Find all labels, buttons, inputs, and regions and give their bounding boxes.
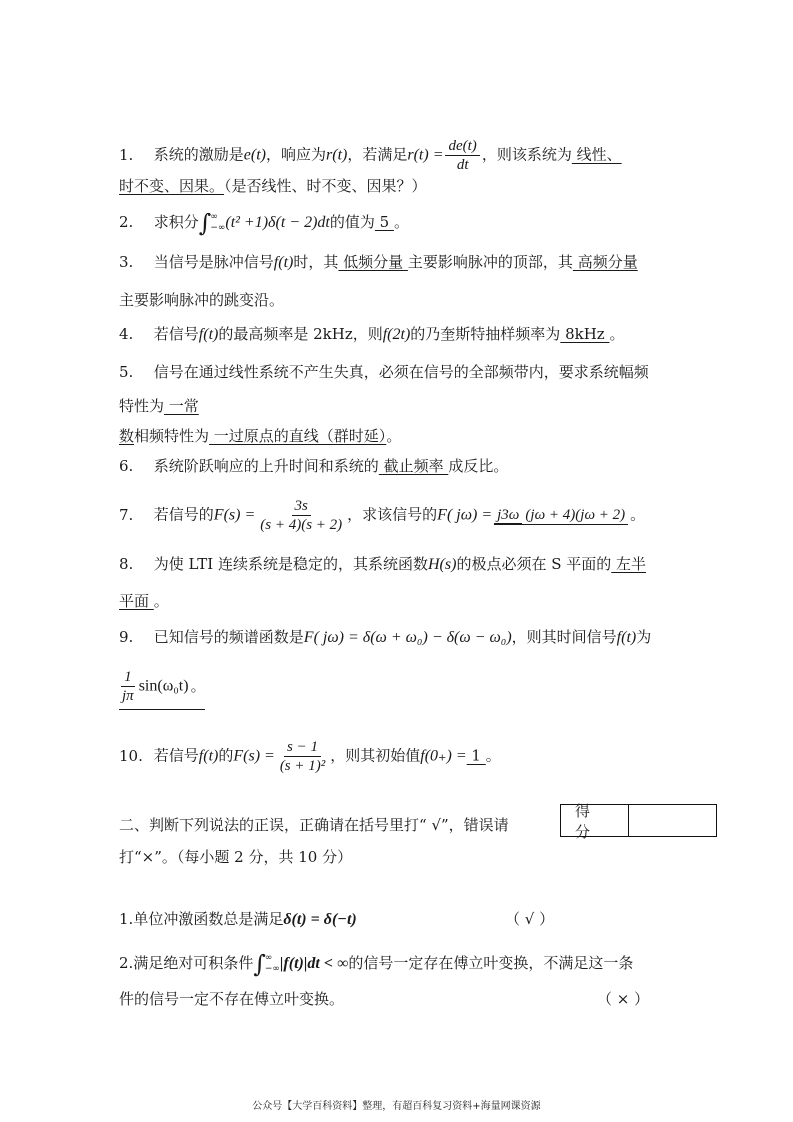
text: 系统的激励是 [153,145,244,164]
math: r(t) = [407,146,444,164]
denominator: (s + 4)(s + 2) [260,517,343,533]
math: F(s) = [213,506,256,524]
text: ，若满足 [347,145,408,164]
text: 的值为 [329,213,375,231]
fraction [445,137,479,174]
score-box [560,801,717,841]
text: 。 [190,676,206,695]
section-title: 打“×”。（每小题 2 分，共 10 分） [119,848,353,866]
question-9-line-1 [119,627,651,648]
question-number: 10. [119,746,143,765]
text: 。 [386,427,402,445]
text: （是否线性、时不变、因果？） [224,177,427,195]
denominator: (s + 1)² [279,758,326,774]
math: f(t) [273,254,294,271]
question-9-line-2 [119,668,206,710]
math: f(2t) [382,326,411,343]
question-1-line-1 [119,137,622,174]
fraction [257,497,345,534]
footer-note: 公众号【大学百科资料】整理，有超百科复习资料+海量网课资源 [252,1101,541,1112]
integral [199,211,226,235]
math: (t² +1)δ(t − 2)dt [225,214,330,231]
text: ，响应为 [266,145,327,164]
text: ，则其时间信号 [511,628,617,646]
text: 若信号的 [153,505,214,524]
denominator: (jω + 4)(jω + 2) [525,507,626,523]
question-number: 3. [119,253,134,271]
math: f(t) [616,629,637,646]
math: H(s) [428,556,457,573]
question-1-line-2 [119,176,427,196]
answer: 5 [374,213,394,231]
question-number: 2. [119,213,134,231]
question-number: 7. [119,505,134,524]
judgement-item-2-line-1 [119,952,633,976]
math: |f(t)|dt < ∞ [279,955,349,972]
text: 单位冲激函数总是满足 [133,910,284,928]
question-8-line-2 [119,591,169,611]
text: 。 [609,325,625,343]
numerator: de(t) [445,137,479,156]
question-number: 1. [119,145,134,164]
answer: 线性、 [571,145,622,164]
item-number: 2. [119,954,134,972]
score-label: 得分 [561,805,629,836]
text: 为 [636,628,652,646]
question-3-line-2 [119,290,284,310]
text: 若信号 [153,746,199,765]
text: 件的信号一定不存在傅立叶变换。 [119,990,345,1008]
answer: 一过原点的直线（群时延） [209,427,387,445]
math: e(t) [243,146,266,164]
math: r(t) [326,146,348,164]
answer: 低频分量 [338,253,408,271]
question-number: 5. [119,363,134,381]
answer: 一常 [164,397,199,415]
question-5-line-2 [119,396,199,416]
text: ，则该系统为 [481,145,572,164]
numerator: 1 [121,668,135,687]
text: ，求该信号的 [347,505,438,524]
text: 的最高频率是 2kHz，则 [218,325,383,343]
section-2-title-line-2 [119,847,352,867]
question-number: 8. [119,555,134,573]
text: 的乃奎斯特抽样频率为 [410,325,561,343]
question-5-line-1 [119,362,649,382]
score-value-field[interactable] [629,805,716,836]
math: f(t) [198,747,219,765]
answer-mark: （ × ） [597,990,650,1008]
fraction [277,738,328,775]
text: 。 [393,213,409,231]
answer-fraction [494,506,628,525]
section-2-title-line-1 [119,815,509,835]
text: 为使 LTI 连续系统是稳定的，其系统函数 [153,555,428,573]
math: F(s) = [233,747,275,765]
question-7 [119,497,645,534]
text: 满足绝对可积条件 [133,954,254,972]
question-8-line-1 [119,554,646,575]
answer-mark: （ √ ） [505,910,555,928]
lower-limit: −∞ [210,223,226,233]
numerator: j3ω [494,507,522,524]
text: 特性为 [119,397,165,415]
text: 已知信号的频谱函数是 [153,628,304,646]
lower-limit: −∞ [264,964,280,974]
question-6 [119,456,508,476]
math: δ(t) = δ(−t) [283,911,357,928]
text: 若信号 [153,325,199,343]
denominator: jπ [122,688,134,704]
question-number: 9. [119,628,134,646]
numerator: 3s [292,497,311,516]
answer: 1 [466,746,486,765]
answer: 平面 [119,592,154,610]
numerator: s − 1 [284,738,321,757]
text: 当信号是脉冲信号 [153,253,274,271]
upper-limit: ∞ [210,212,218,222]
text: 主要影响脉冲的跳变沿。 [119,291,285,309]
question-3-line-1 [119,252,638,273]
question-4 [119,324,624,345]
math: F( jω) = δ(ω + ω₀) − δ(ω − ω₀) [303,629,512,646]
answer: 数 [119,427,135,445]
fraction [119,668,137,705]
text: 主要影响脉冲的顶部，其 [407,253,573,271]
math: sin(ω₀t) [138,677,189,695]
math: f(0₊) = [420,747,467,765]
integral-icon: ∫ [253,950,266,978]
question-number: 6. [119,457,134,475]
answer: 截止频率 [378,457,449,475]
answer: 高频分量 [572,253,638,271]
question-10 [119,738,501,775]
text: ，则其初始值 [330,746,421,765]
section-title: 二、判断下列说法的正误，正确请在括号里打“ √”，错误请 [119,816,509,834]
judgement-item-1 [119,909,559,930]
judgement-item-2-line-2 [119,989,679,1009]
text: 时，其 [293,253,339,271]
math: f(t) [198,326,219,343]
text: 的信号一定存在傅立叶变换，不满足这一条 [348,954,634,972]
text: 的极点必须在 S 平面的 [456,555,612,573]
text: 。 [485,746,501,765]
integral [253,952,280,976]
text: 的 [218,746,234,765]
answer: 时不变、因果。 [119,177,225,195]
question-5-line-3 [119,426,401,446]
math: F( jω) = [437,506,493,524]
text: 求积分 [153,213,199,231]
question-number: 4. [119,325,134,343]
upper-limit: ∞ [264,953,273,963]
text: 信号在通过线性系统不产生失真，必须在信号的全部频带内，要求系统幅频 [153,363,649,381]
text: 系统阶跃响应的上升时间和系统的 [153,457,379,475]
text: 成反比。 [448,457,509,475]
integral-icon: ∫ [198,209,212,237]
answer: 左半 [611,555,647,573]
text: 相频特性为 [134,427,210,445]
answer: 8kHz [560,325,610,343]
denominator: dt [456,157,469,173]
text: 。 [153,592,169,610]
item-number: 1. [119,910,134,928]
text: 。 [630,505,646,524]
question-2 [119,211,409,235]
